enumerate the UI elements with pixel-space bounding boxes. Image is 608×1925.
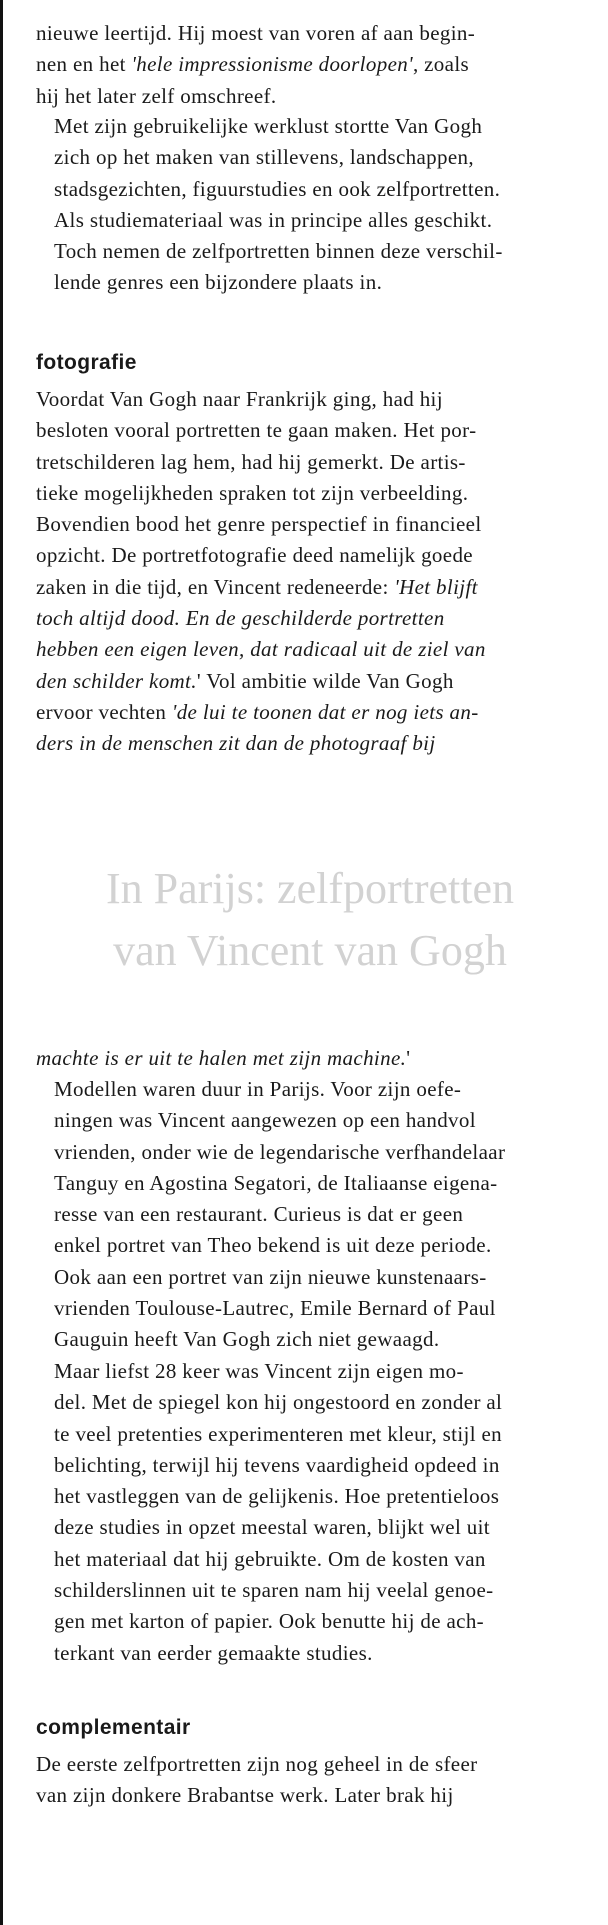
text-line <box>36 1450 592 1481</box>
text-run: Bovendien bood het genre perspectief in financieel <box>36 512 482 537</box>
text-run: , zoals <box>412 52 470 77</box>
text-run: tretschilderen lag hem, had hij gemerkt. De artis- <box>36 449 466 474</box>
text-line <box>36 478 592 509</box>
text-run: het vastleggen van de gelijkenis. Hoe pretentieloos <box>54 1484 500 1509</box>
paragraph-text <box>36 1356 592 1669</box>
quoted-phrase: toch altijd dood. En de geschilderde portretten <box>36 606 445 631</box>
text-line <box>36 1419 592 1450</box>
text-run: Modellen waren duur in Parijs. Voor zijn oefe- <box>54 1077 462 1101</box>
text-run: nieuwe leertijd. Hij moest van voren af aan begin- <box>36 21 476 45</box>
text-line <box>36 1512 592 1543</box>
quoted-phrase: den schilder komt. <box>36 668 197 693</box>
text-line <box>36 1168 592 1199</box>
text-run: te veel pretenties experimenteren met kleur, stijl en <box>54 1421 503 1446</box>
text-line <box>36 1137 592 1168</box>
text-line <box>36 18 592 49</box>
text-run: stadsgezichten, figuurstudies en ook zelfportretten. <box>54 176 501 201</box>
text-line <box>36 509 592 540</box>
section-complementair <box>36 1716 592 1740</box>
text-run: ervoor vechten <box>36 699 172 724</box>
paragraph-quote-end <box>36 1043 592 1074</box>
text-run: resse van een restaurant. Curieus is dat er geen <box>54 1202 464 1227</box>
text-run: terkant van eerder gemaakte studies. <box>54 1640 373 1665</box>
text-run: Toch nemen de zelfportretten binnen deze verschil- <box>54 239 503 264</box>
quoted-phrase: ders in de menschen zit dan de photograaf bij <box>36 731 436 756</box>
paragraph-zelfportretten <box>36 1356 592 1669</box>
text-line <box>36 267 592 298</box>
text-run: besloten vooral portretten te gaan maken. Het por- <box>36 418 477 443</box>
text-run: Als studiemateriaal was in principe alles geschikt. <box>54 207 493 232</box>
bleed-through-title-line-1: In Parijs: zelfportretten <box>105 864 515 913</box>
text-run: het materiaal dat hij gebruikte. Om de kosten van <box>54 1546 486 1571</box>
text-line <box>36 142 592 173</box>
text-run: zaken in die tijd, en Vincent redeneerde: <box>36 574 395 599</box>
text-line <box>36 1544 592 1575</box>
text-line <box>36 603 592 634</box>
text-run: ' <box>406 1046 411 1070</box>
quoted-phrase: 'de lui te toonen dat er nog iets an- <box>171 699 479 724</box>
text-line <box>36 447 592 478</box>
quoted-phrase: hebben een eigen leven, dat radicaal uit de ziel van <box>36 637 486 662</box>
text-run: Voordat Van Gogh naar Frankrijk ging, had hij <box>36 387 443 411</box>
text-run: zich op het maken van stillevens, landschappen, <box>54 145 474 170</box>
section-heading-complementair: complementair <box>36 1716 191 1739</box>
section-fotografie <box>36 351 592 375</box>
text-line <box>36 1356 592 1387</box>
text-line <box>36 1199 592 1230</box>
text-run: ningen was Vincent aangewezen op een handvol <box>54 1108 476 1133</box>
text-run: deze studies in opzet meestal waren, blijkt wel uit <box>54 1515 490 1540</box>
text-run: Ook aan een portret van zijn nieuwe kunstenaars- <box>54 1264 487 1289</box>
text-run: lende genres een bijzondere plaats in. <box>54 270 383 295</box>
paragraph-text <box>36 18 592 112</box>
text-run: vrienden Toulouse-Lautrec, Emile Bernard of Paul <box>54 1296 496 1321</box>
left-margin-rule <box>0 0 3 1925</box>
text-line <box>36 572 592 603</box>
text-line <box>36 236 592 267</box>
paragraph-text <box>36 1749 592 1812</box>
paragraph-fotografie <box>36 384 592 760</box>
text-line <box>36 1230 592 1261</box>
text-line <box>36 666 592 697</box>
text-run: ' Vol ambitie wilde Van Gogh <box>196 668 454 693</box>
section-heading-fotografie: fotografie <box>36 351 137 374</box>
text-run: enkel portret van Theo bekend is uit deze periode. <box>54 1233 492 1258</box>
text-line <box>36 634 592 665</box>
text-run: tieke mogelijkheden spraken tot zijn verbeelding. <box>36 480 469 505</box>
text-line <box>36 1074 592 1105</box>
quoted-phrase: machte is er uit te halen met zijn machine. <box>36 1046 407 1070</box>
text-line <box>36 174 592 205</box>
text-run: hij het later zelf omschreef. <box>36 83 277 108</box>
text-run: Maar liefst 28 keer was Vincent zijn eigen mo- <box>54 1359 464 1383</box>
text-line <box>36 540 592 571</box>
text-line <box>36 1749 592 1780</box>
text-line <box>36 415 592 446</box>
text-line <box>36 1324 592 1355</box>
text-run: De eerste zelfportretten zijn nog geheel in de sfeer <box>36 1752 478 1776</box>
text-run: vrienden, onder wie de legendarische verfhandelaar <box>54 1139 506 1164</box>
text-line <box>36 1575 592 1606</box>
text-line <box>36 1638 592 1669</box>
text-line <box>36 1262 592 1293</box>
text-line <box>36 1481 592 1512</box>
text-run: del. Met de spiegel kon hij ongestoord en zonder al <box>54 1390 503 1415</box>
text-line <box>36 1387 592 1418</box>
text-line <box>36 1105 592 1136</box>
text-run: Met zijn gebruikelijke werklust stortte Van Gogh <box>54 114 483 138</box>
text-run: nen en het <box>36 52 132 77</box>
paragraph-text <box>36 1043 592 1074</box>
quoted-phrase: 'Het blijft <box>394 574 478 599</box>
text-run: belichting, terwijl hij tevens vaardigheid opdeed in <box>54 1452 500 1477</box>
paragraph-text <box>36 1074 592 1356</box>
quoted-phrase: 'hele impressionisme doorlopen' <box>131 52 413 77</box>
text-line <box>36 111 592 142</box>
text-run: schilderslinnen uit te sparen nam hij veelal genoe- <box>54 1578 494 1603</box>
text-line <box>36 1606 592 1637</box>
paragraph-werklust <box>36 111 592 299</box>
text-line <box>36 697 592 728</box>
text-run: van zijn donkere Brabantse werk. Later brak hij <box>36 1783 454 1808</box>
bleed-through-title <box>40 858 580 982</box>
text-run: opzicht. De portretfotografie deed namelijk goede <box>36 543 473 568</box>
bleed-through-title-line-2: van Vincent van Gogh <box>113 926 507 975</box>
paragraph-intro-end <box>36 18 592 112</box>
text-line <box>36 1780 592 1811</box>
text-line <box>36 49 592 80</box>
text-line <box>36 81 592 112</box>
paragraph-modellen <box>36 1074 592 1356</box>
text-run: Gauguin heeft Van Gogh zich niet gewaagd. <box>54 1327 440 1352</box>
text-line <box>36 205 592 236</box>
text-line <box>36 728 592 759</box>
text-line <box>36 384 592 415</box>
paragraph-text <box>36 384 592 760</box>
text-run: Tanguy en Agostina Segatori, de Italiaanse eigena- <box>54 1170 498 1195</box>
text-run: gen met karton of papier. Ook benutte hij de ach- <box>54 1609 485 1634</box>
text-line <box>36 1293 592 1324</box>
text-line <box>36 1043 592 1074</box>
paragraph-complementair <box>36 1749 592 1812</box>
paragraph-text <box>36 111 592 299</box>
